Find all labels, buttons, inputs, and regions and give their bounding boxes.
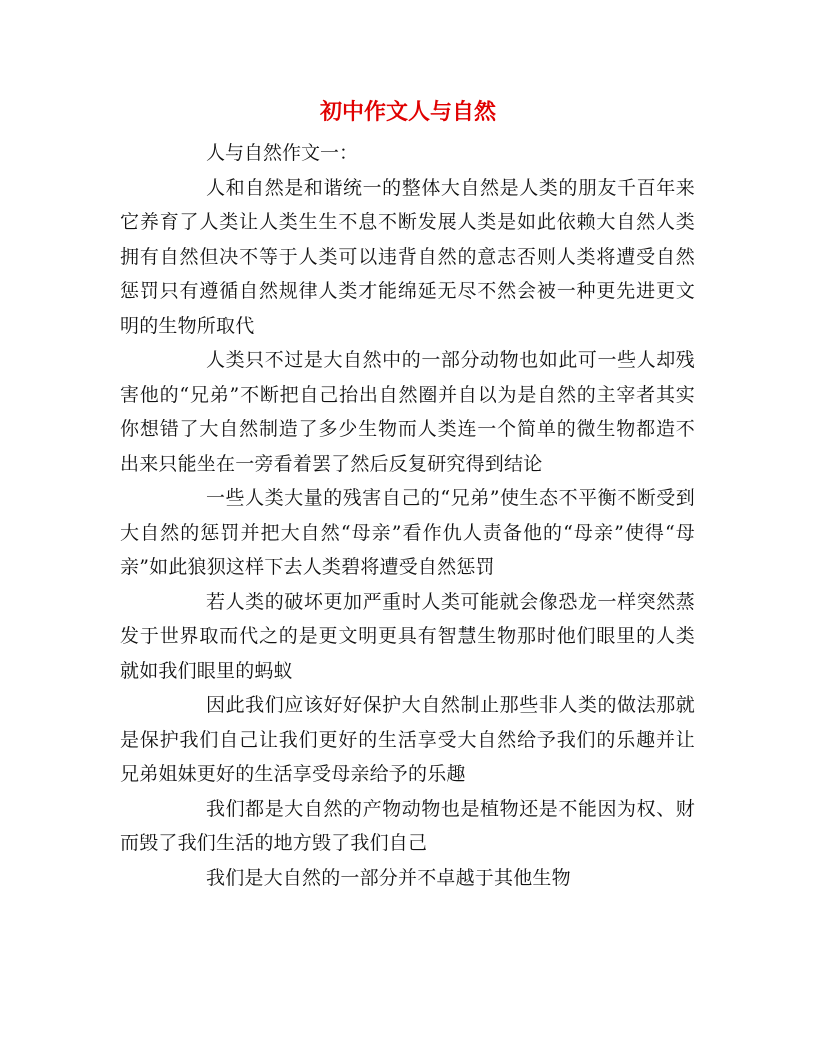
- essay-subtitle: 人与自然作文一：: [206, 142, 359, 164]
- paragraph-7: 我们是大自然的一部分并不卓越于其他生物: [206, 866, 571, 889]
- document-title: 初中作文人与自然: [319, 99, 496, 125]
- paragraph-6: 我们都是大自然的产物动物也是植物还是不能因为权、财而毁了我们生活的地方毁了我们自己: [120, 797, 695, 854]
- paragraph-4: 若人类的破坏更加严重时人类可能就会像恐龙一样突然蒸发于世界取而代之的是更文明更具有智慧生物那时他们眼里的人类就如我们眼里的蚂蚁: [120, 590, 695, 682]
- paragraph-3: 一些人类大量的残害自己的“兄弟”使生态不平衡不断受到大自然的惩罚并把大自然“母亲”看作仇人责备他的“母亲”使得“母亲”如此狼狈这样下去人类碧将遭受自然惩罚: [120, 487, 695, 578]
- paragraph-2: 人类只不过是大自然中的一部分动物也如此可一些人却残害他的“兄弟”不断把自己抬出自然圈并自以为是自然的主宰者其实你想错了大自然制造了多少生物而人类连一个简单的微生物都造不出来只能坐在一旁看着罢了然后反复研究得到结论: [120, 349, 695, 475]
- paragraph-5: 因此我们应该好好保护大自然制止那些非人类的做法那就是保护我们自己让我们更好的生活享受大自然给予我们的乐趣并让兄弟姐妹更好的生活享受母亲给予的乐趣: [120, 694, 695, 785]
- document-body: [120, 136, 695, 895]
- paragraph-1: 人和自然是和谐统一的整体大自然是人类的朋友千百年来它养育了人类让人类生生不息不断发展人类是如此依赖大自然人类拥有自然但决不等于人类可以违背自然的意志否则人类将遭受自然惩罚只有遵循自然规律人类才能绵延无尽不然会被一种更先进更文明的生物所取代: [120, 176, 695, 337]
